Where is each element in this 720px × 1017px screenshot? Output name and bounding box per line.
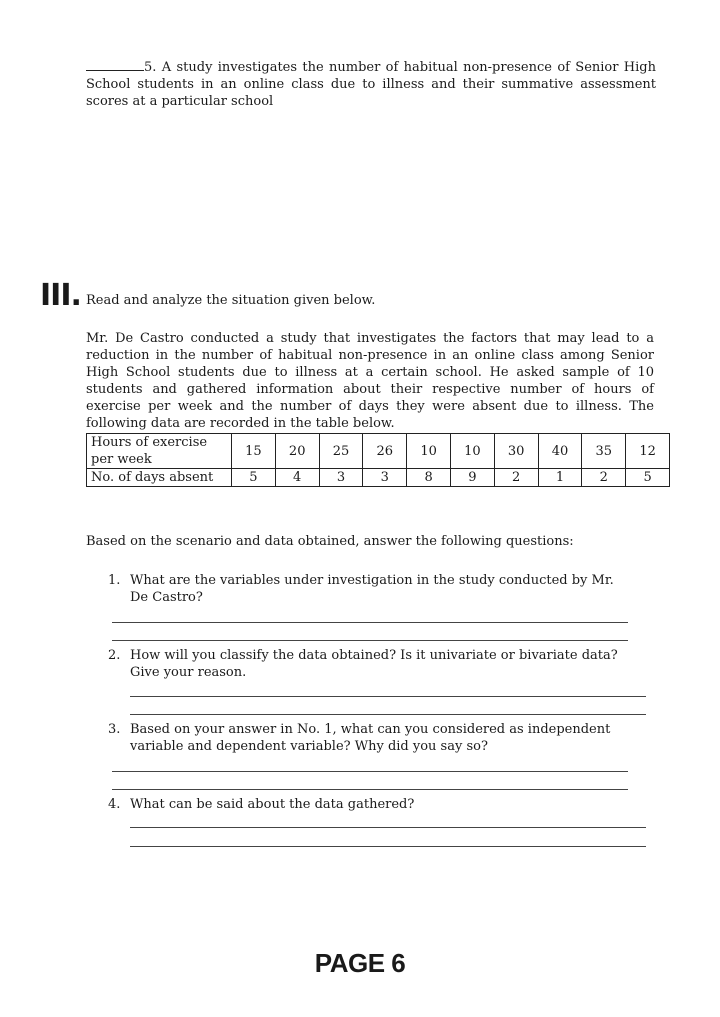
- table-cell: 9: [450, 469, 494, 487]
- question-text-continued: Give your reason.: [130, 665, 247, 680]
- table-cell: 12: [626, 434, 670, 469]
- table-cell: 10: [407, 434, 451, 469]
- questions-lead: Based on the scenario and data obtained, answer the following questions:: [86, 534, 574, 549]
- table-cell: 10: [450, 434, 494, 469]
- table-cell: 4: [275, 469, 319, 487]
- answer-blank[interactable]: [86, 59, 144, 71]
- answer-line[interactable]: [112, 789, 628, 790]
- answer-line[interactable]: [112, 771, 628, 772]
- table-cell: 35: [582, 434, 626, 469]
- answer-line[interactable]: [112, 640, 628, 641]
- section-numeral: III.: [40, 278, 81, 313]
- table-cell: 25: [319, 434, 363, 469]
- question-text: What can be said about the data gathered?: [130, 797, 415, 812]
- table-cell: 8: [407, 469, 451, 487]
- answer-line[interactable]: [112, 622, 628, 623]
- question-number: 3.: [108, 722, 121, 737]
- question-4: [108, 796, 653, 813]
- table-cell: 5: [626, 469, 670, 487]
- question-text-continued: De Castro?: [130, 590, 203, 605]
- item-5-number: 5.: [144, 60, 157, 75]
- row-label-absent: No. of days absent: [87, 469, 232, 487]
- scenario-paragraph: Mr. De Castro conducted a study that investigates the factors that may lead to a reduction in the number of habitual non-presence in an online class among Senior High School students due to illness at a certain school. He asked sample of 10 students and gathered information about their respective number of hours of exercise per week and the number of days they were absent due to illness. The following data are recorded in the table below.: [86, 331, 654, 431]
- table-row: [87, 469, 670, 487]
- answer-line[interactable]: [130, 714, 646, 715]
- item-5-text: A study investigates the number of habitual non-presence of Senior High School students in an online class due to illness and their summative assessment scores at a particular school: [86, 60, 656, 109]
- question-text: Based on your answer in No. 1, what can you considered as independent: [130, 722, 611, 737]
- question-number: 4.: [108, 797, 121, 812]
- question-2: [108, 647, 675, 681]
- table-cell: 30: [494, 434, 538, 469]
- table-cell: 15: [232, 434, 276, 469]
- question-number: 2.: [108, 648, 121, 663]
- table-cell: 2: [582, 469, 626, 487]
- table-cell: 26: [363, 434, 407, 469]
- question-number: 1.: [108, 573, 121, 588]
- table-cell: 20: [275, 434, 319, 469]
- answer-line[interactable]: [130, 846, 646, 847]
- table-cell: 40: [538, 434, 582, 469]
- table-cell: 2: [494, 469, 538, 487]
- table-cell: 1: [538, 469, 582, 487]
- data-table: [86, 433, 670, 487]
- question-text: How will you classify the data obtained? Is it univariate or bivariate data?: [130, 648, 618, 663]
- question-3: [108, 721, 675, 755]
- table-cell: 3: [319, 469, 363, 487]
- question-1: [108, 572, 675, 606]
- question-text: What are the variables under investigation in the study conducted by Mr.: [130, 573, 614, 588]
- table-cell: 5: [232, 469, 276, 487]
- table-row: [87, 434, 670, 469]
- section-instruction: Read and analyze the situation given below.: [86, 293, 376, 308]
- item-5: [86, 59, 656, 110]
- question-text-continued: variable and dependent variable? Why did you say so?: [130, 739, 488, 754]
- answer-line[interactable]: [130, 696, 646, 697]
- table-cell: 3: [363, 469, 407, 487]
- answer-line[interactable]: [130, 827, 646, 828]
- row-label-hours: Hours of exercise per week: [87, 434, 232, 469]
- page-number: PAGE 6: [314, 948, 406, 978]
